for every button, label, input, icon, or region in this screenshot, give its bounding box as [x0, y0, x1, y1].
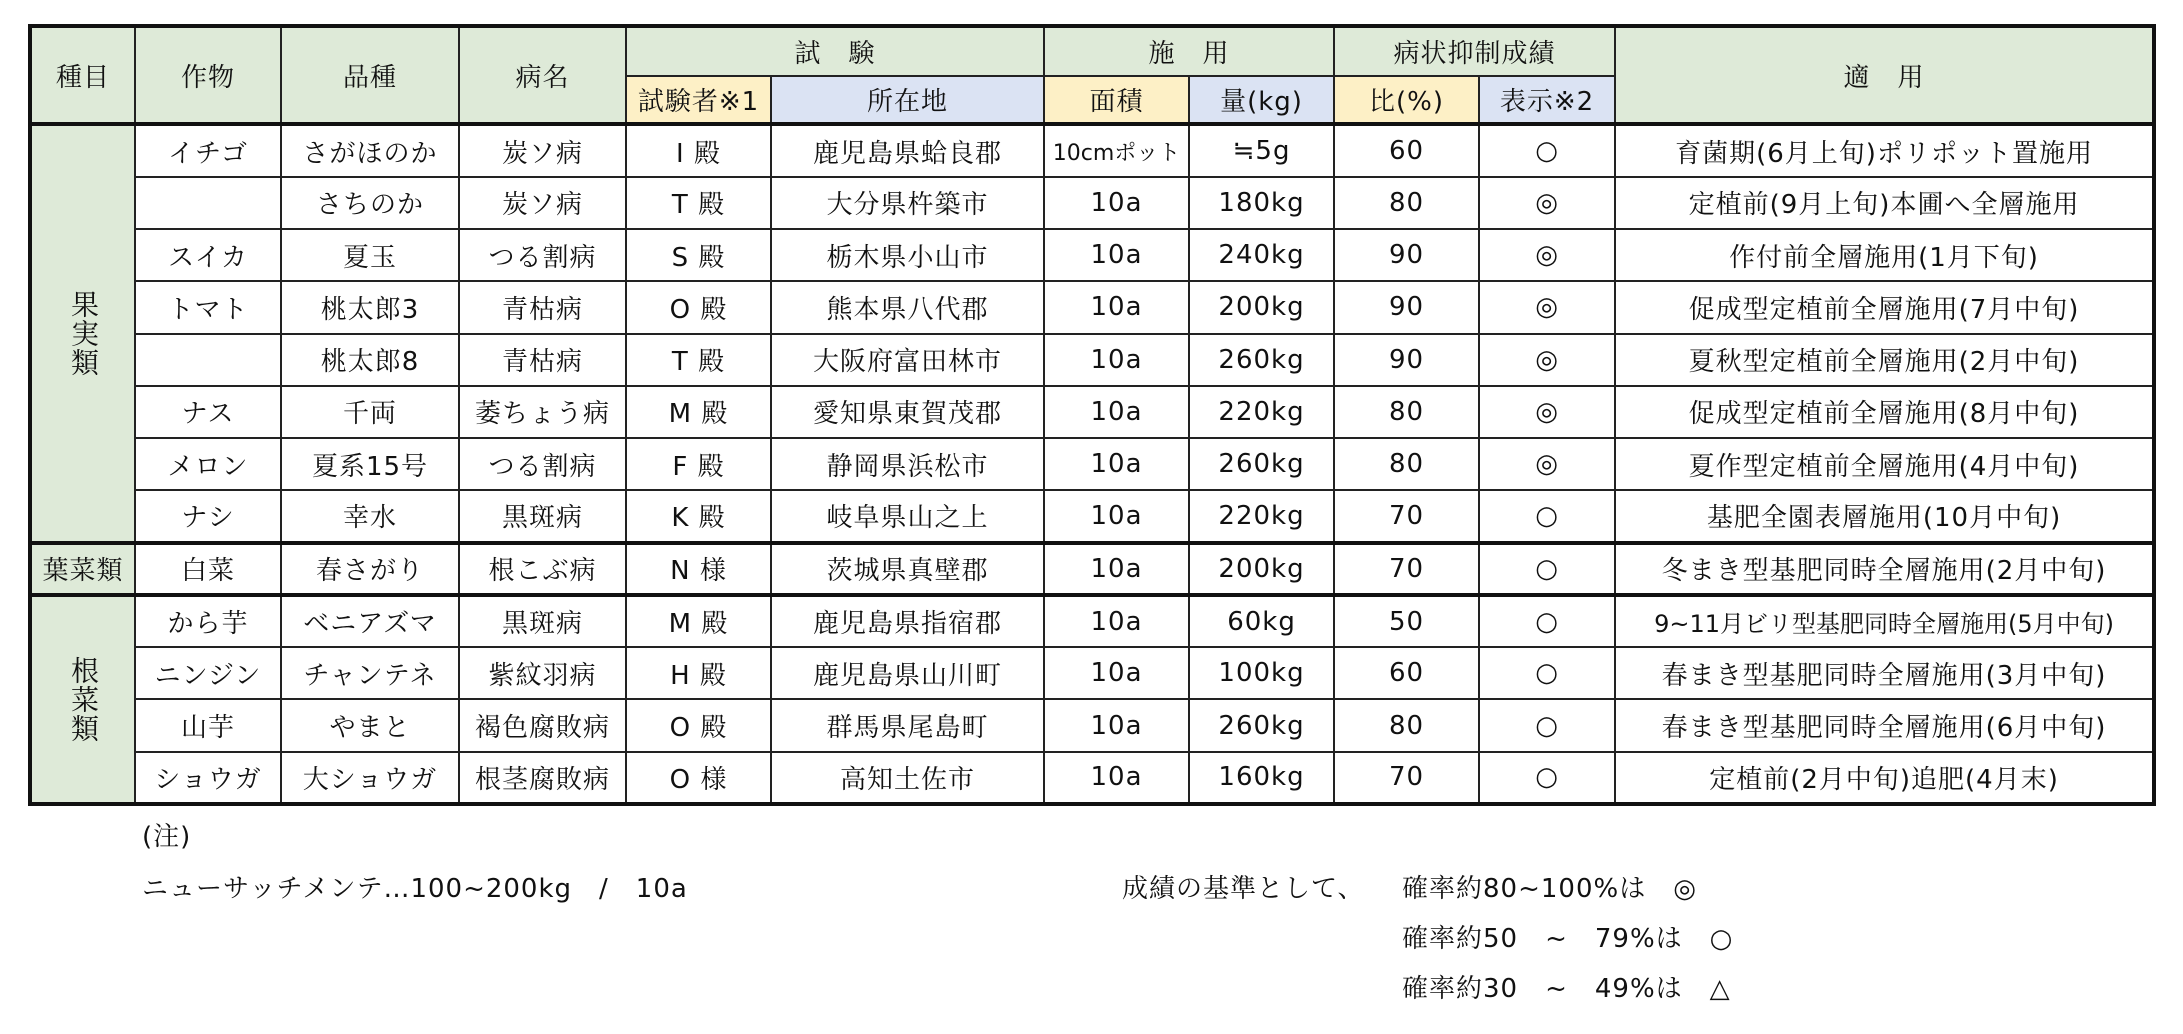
note-criteria-1: 確率約80~100%は ◎ [1402, 874, 1697, 904]
cell-area: 10a [1044, 334, 1189, 386]
cell-mark: ○ [1479, 647, 1615, 699]
cell-variety: 桃太郎3 [281, 281, 459, 333]
header-hinshu: 品種 [281, 26, 459, 124]
cell-ratio: 90 [1334, 334, 1479, 386]
cell-tester: N 様 [626, 543, 771, 595]
note-criteria-3: 確率約30 ~ 49%は △ [1402, 974, 1731, 1004]
cell-tester: H 殿 [626, 647, 771, 699]
cell-mark: ○ [1479, 752, 1615, 804]
cell-tester: K 殿 [626, 490, 771, 542]
cell-variety: 幸水 [281, 490, 459, 542]
table-row [30, 334, 2154, 386]
cell-location: 茨城県真壁郡 [771, 543, 1044, 595]
cell-mark: ○ [1479, 490, 1615, 542]
table-row [30, 281, 2154, 333]
cell-ratio: 60 [1334, 124, 1479, 176]
cell-amount: 260kg [1189, 699, 1334, 751]
cell-ratio: 80 [1334, 177, 1479, 229]
cell-crop: メロン [135, 438, 281, 490]
cell-location: 熊本県八代郡 [771, 281, 1044, 333]
header-hyoji: 表示※2 [1479, 76, 1615, 124]
cell-location: 群馬県尾島町 [771, 699, 1044, 751]
note-title: (注) [142, 822, 192, 852]
cell-area: 10a [1044, 229, 1189, 281]
cell-mark: ○ [1479, 543, 1615, 595]
cell-variety: チャンテネ [281, 647, 459, 699]
cell-usage: 促成型定植前全層施用(7月中旬) [1615, 281, 2154, 333]
cell-amount: 200kg [1189, 281, 1334, 333]
category-root: 根菜類 [30, 595, 135, 804]
category-fruit: 果実類 [30, 124, 135, 542]
cell-location: 鹿児島県蛤良郡 [771, 124, 1044, 176]
cell-mark: ◎ [1479, 281, 1615, 333]
cell-disease: 黒斑病 [459, 595, 626, 647]
cell-mark: ○ [1479, 595, 1615, 647]
cell-area: 10a [1044, 543, 1189, 595]
cell-usage: 育菌期(6月上旬)ポリポット置施用 [1615, 124, 2154, 176]
cell-disease: 青枯病 [459, 281, 626, 333]
cell-usage: 夏作型定植前全層施用(4月中旬) [1615, 438, 2154, 490]
cell-disease: 炭ソ病 [459, 177, 626, 229]
cell-amount: 60kg [1189, 595, 1334, 647]
table-row [30, 595, 2154, 647]
cell-variety: 千両 [281, 386, 459, 438]
table-row [30, 543, 2154, 595]
cell-amount: 240kg [1189, 229, 1334, 281]
cell-area: 10a [1044, 281, 1189, 333]
cell-usage: 促成型定植前全層施用(8月中旬) [1615, 386, 2154, 438]
note-criteria-lead: 成績の基準として、 [1122, 874, 1365, 904]
cell-tester: T 殿 [626, 177, 771, 229]
cell-amount: 260kg [1189, 334, 1334, 386]
cell-location: 栃木県小山市 [771, 229, 1044, 281]
cell-disease: つる割病 [459, 229, 626, 281]
cell-area: 10a [1044, 752, 1189, 804]
cell-tester: F 殿 [626, 438, 771, 490]
cell-usage: 基肥全園表層施用(10月中旬) [1615, 490, 2154, 542]
cell-area: 10a [1044, 386, 1189, 438]
cell-crop: ショウガ [135, 752, 281, 804]
cell-mark: ◎ [1479, 334, 1615, 386]
cell-amount: ≒5g [1189, 124, 1334, 176]
cell-location: 愛知県東賀茂郡 [771, 386, 1044, 438]
cell-crop [135, 177, 281, 229]
cell-tester: I 殿 [626, 124, 771, 176]
cell-amount: 220kg [1189, 386, 1334, 438]
cell-location: 高知土佐市 [771, 752, 1044, 804]
cell-variety: 春さがり [281, 543, 459, 595]
cell-crop: イチゴ [135, 124, 281, 176]
cell-location: 鹿児島県山川町 [771, 647, 1044, 699]
cell-tester: O 殿 [626, 281, 771, 333]
cell-amount: 160kg [1189, 752, 1334, 804]
cell-ratio: 80 [1334, 438, 1479, 490]
cell-usage: 9~11月ビリ型基肥同時全層施用(5月中旬) [1615, 595, 2154, 647]
cell-area: 10a [1044, 177, 1189, 229]
table-row [30, 177, 2154, 229]
cell-ratio: 90 [1334, 281, 1479, 333]
cell-crop: スイカ [135, 229, 281, 281]
cell-tester: M 殿 [626, 386, 771, 438]
cell-ratio: 50 [1334, 595, 1479, 647]
header-sakumotsu: 作物 [135, 26, 281, 124]
cell-crop: ニンジン [135, 647, 281, 699]
cell-location: 静岡県浜松市 [771, 438, 1044, 490]
cell-variety: 桃太郎8 [281, 334, 459, 386]
cell-ratio: 90 [1334, 229, 1479, 281]
cell-location: 鹿児島県指宿郡 [771, 595, 1044, 647]
cell-ratio: 80 [1334, 386, 1479, 438]
cell-disease: 萎ちょう病 [459, 386, 626, 438]
table-row [30, 438, 2154, 490]
cell-crop: ナシ [135, 490, 281, 542]
cell-crop: から芋 [135, 595, 281, 647]
cell-variety: 夏系15号 [281, 438, 459, 490]
cell-variety: ベニアズマ [281, 595, 459, 647]
cell-disease: 根茎腐敗病 [459, 752, 626, 804]
cell-crop: トマト [135, 281, 281, 333]
cell-ratio: 70 [1334, 543, 1479, 595]
cell-disease: 青枯病 [459, 334, 626, 386]
cell-usage: 夏秋型定植前全層施用(2月中旬) [1615, 334, 2154, 386]
cell-area: 10a [1044, 595, 1189, 647]
table-row [30, 647, 2154, 699]
cell-usage: 定植前(2月中旬)追肥(4月末) [1615, 752, 2154, 804]
cell-variety: やまと [281, 699, 459, 751]
cell-mark: ◎ [1479, 386, 1615, 438]
cell-area: 10cmポット [1044, 124, 1189, 176]
cell-crop: 白菜 [135, 543, 281, 595]
cell-tester: O 殿 [626, 699, 771, 751]
cell-mark: ○ [1479, 699, 1615, 751]
cell-tester: O 様 [626, 752, 771, 804]
header-shiken: 試 験 [626, 26, 1044, 76]
header-row-1 [30, 26, 2154, 76]
cell-disease: 紫紋羽病 [459, 647, 626, 699]
cell-mark: ○ [1479, 124, 1615, 176]
cell-variety: さちのか [281, 177, 459, 229]
category-leaf: 葉菜類 [30, 543, 135, 595]
note-dosage: ニューサッチメンテ…100~200kg / 10a [142, 874, 688, 904]
table-row [30, 490, 2154, 542]
header-byomei: 病名 [459, 26, 626, 124]
cell-tester: S 殿 [626, 229, 771, 281]
header-ryo: 量(kg) [1189, 76, 1334, 124]
cell-ratio: 70 [1334, 752, 1479, 804]
cell-disease: つる割病 [459, 438, 626, 490]
cell-variety: 大ショウガ [281, 752, 459, 804]
header-shikensha: 試験者※1 [626, 76, 771, 124]
cell-usage: 作付前全層施用(1月下旬) [1615, 229, 2154, 281]
cell-location: 大阪府富田林市 [771, 334, 1044, 386]
cell-crop: 山芋 [135, 699, 281, 751]
cell-disease: 根こぶ病 [459, 543, 626, 595]
table-row [30, 229, 2154, 281]
cell-usage: 春まき型基肥同時全層施用(3月中旬) [1615, 647, 2154, 699]
cell-area: 10a [1044, 647, 1189, 699]
cell-tester: M 殿 [626, 595, 771, 647]
cell-disease: 炭ソ病 [459, 124, 626, 176]
cell-area: 10a [1044, 699, 1189, 751]
cell-crop [135, 334, 281, 386]
cell-amount: 200kg [1189, 543, 1334, 595]
cell-mark: ◎ [1479, 177, 1615, 229]
cell-tester: T 殿 [626, 334, 771, 386]
header-menseki: 面積 [1044, 76, 1189, 124]
header-tekiyo: 適 用 [1615, 26, 2154, 124]
pesticide-trial-table [28, 24, 2156, 806]
header-shozaichi: 所在地 [771, 76, 1044, 124]
header-shumoku: 種目 [30, 26, 135, 124]
table-row [30, 699, 2154, 751]
cell-location: 岐阜県山之上 [771, 490, 1044, 542]
table-row [30, 124, 2154, 176]
cell-usage: 冬まき型基肥同時全層施用(2月中旬) [1615, 543, 2154, 595]
cell-location: 大分県杵築市 [771, 177, 1044, 229]
note-criteria-2: 確率約50 ~ 79%は ○ [1402, 924, 1734, 954]
cell-amount: 180kg [1189, 177, 1334, 229]
cell-ratio: 60 [1334, 647, 1479, 699]
cell-area: 10a [1044, 438, 1189, 490]
cell-amount: 260kg [1189, 438, 1334, 490]
cell-crop: ナス [135, 386, 281, 438]
cell-amount: 100kg [1189, 647, 1334, 699]
table-row [30, 386, 2154, 438]
cell-usage: 定植前(9月上旬)本圃へ全層施用 [1615, 177, 2154, 229]
cell-area: 10a [1044, 490, 1189, 542]
cell-mark: ◎ [1479, 438, 1615, 490]
cell-disease: 褐色腐敗病 [459, 699, 626, 751]
table-row [30, 752, 2154, 804]
cell-ratio: 70 [1334, 490, 1479, 542]
header-seyo: 施 用 [1044, 26, 1334, 76]
cell-variety: さがほのか [281, 124, 459, 176]
cell-amount: 220kg [1189, 490, 1334, 542]
header-hi: 比(%) [1334, 76, 1479, 124]
cell-mark: ◎ [1479, 229, 1615, 281]
cell-variety: 夏玉 [281, 229, 459, 281]
cell-disease: 黒斑病 [459, 490, 626, 542]
cell-usage: 春まき型基肥同時全層施用(6月中旬) [1615, 699, 2154, 751]
header-seiseki: 病状抑制成績 [1334, 26, 1615, 76]
cell-ratio: 80 [1334, 699, 1479, 751]
